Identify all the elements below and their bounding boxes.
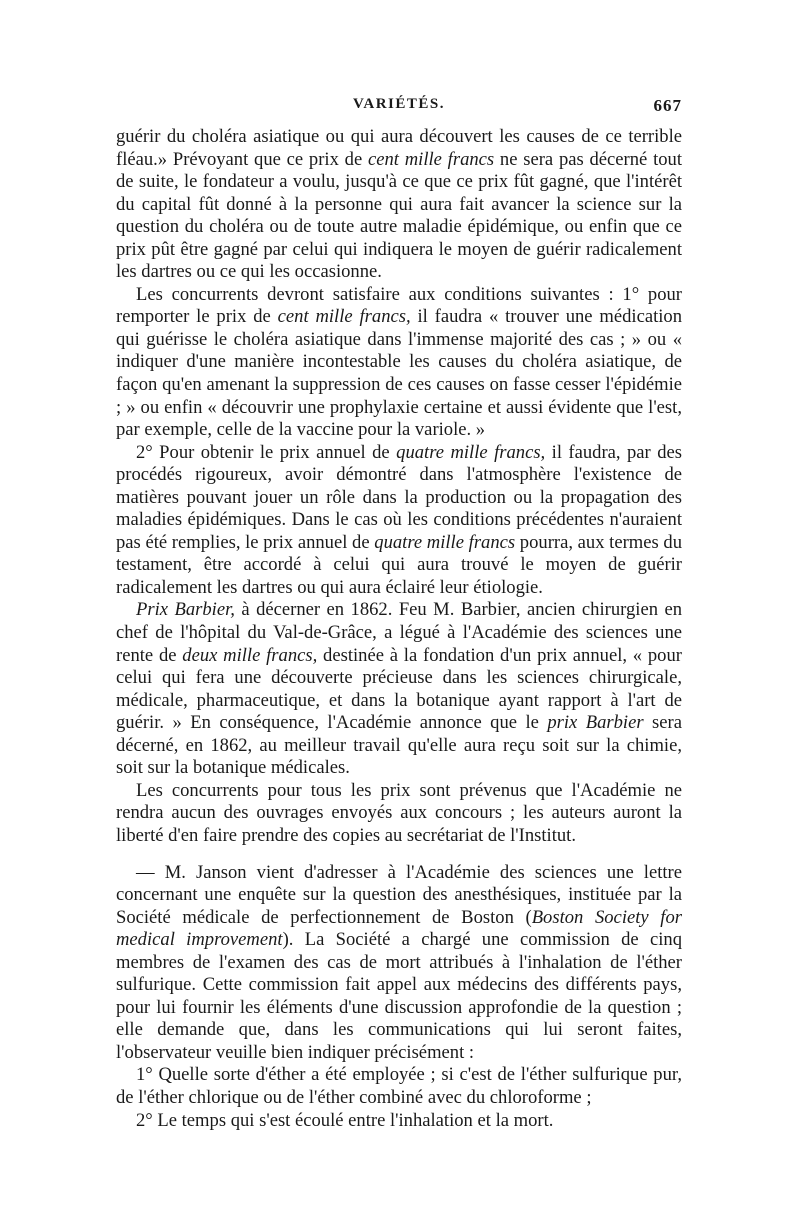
text-run: 2° Pour obtenir le prix annuel de [136, 441, 397, 463]
paragraph [116, 126, 682, 284]
text-run: ). La Société a chargé une commission de cinq membres de l'examen des cas de mort attribués à l'inhalation de l'éther sulfurique. Cette commission fait appel aux médecins des différents pays, pour lui fournir les éléments d'une discussion approfondie de la question ; elle demande que, dans les communications qui lui seront faites, l'observateur veuille bien indiquer précisément : [116, 929, 683, 1063]
text-run: sera décerné, en 1862, au meilleur travail qu'elle aura reçu soit sur la chimie, soit sur la botanique médicales. [116, 712, 682, 779]
page-header [116, 96, 682, 122]
text-run: ne sera pas décerné tout de suite, le fondateur a voulu, jusqu'à ce que ce prix fût gagné, que l'intérêt du capital fût donné à la personne qui aura fait avancer la science sur la question du choléra ou de toute autre maladie épidémique, ou enfin que ce prix pût être gagné par celui qui indiquera le moyen de guérir radicalement les dartres ou ce qui les occasionne. [116, 148, 682, 283]
body-text [116, 126, 682, 1132]
paragraph [116, 1064, 682, 1109]
italic-text-run: prix Barbier [547, 712, 644, 734]
paragraph [116, 862, 682, 1065]
text-run: guérir du choléra asiatique ou qui aura découvert les causes de ce terrible fléau.» Prévoyant que ce prix de [116, 126, 682, 170]
italic-text-run: quatre mille francs [374, 531, 516, 553]
paragraph [116, 1110, 682, 1133]
text-run: 2° Le temps qui s'est écoulé entre l'inhalation et la mort. [136, 1109, 554, 1131]
text-run: 1° Quelle sorte d'éther a été employée ; si c'est de l'éther sulfurique pur, de l'éther chlorique ou de l'éther combiné avec du chloroforme ; [116, 1064, 682, 1108]
italic-text-run: Prix Barbier, [136, 599, 235, 621]
italic-text-run: cent mille francs [367, 148, 495, 170]
paragraph [116, 599, 682, 779]
italic-text-run: quatre mille francs, [396, 441, 546, 463]
paragraph [116, 780, 682, 848]
paragraph [116, 284, 682, 442]
italic-text-run: deux mille francs, [182, 644, 318, 666]
page-number: 667 [653, 96, 682, 115]
italic-text-run: cent mille francs, [277, 306, 411, 328]
running-title: VARIÉTÉS. [352, 96, 445, 112]
text-run: il faudra « trouver une médication qui guérisse le choléra asiatique dans l'immense majorité des cas ; » ou « indiquer d'une manière incontestable les causes du choléra asiatique, de façon qu'en amenant la suppression de ces causes on fasse cesser l'épidémie ; » ou enfin « découvrir une prophylaxie certaine et aussi évidente que l'est, par exemple, celle de la vaccine pour la variole. » [116, 306, 682, 441]
section-separator [116, 848, 682, 862]
text-run: Les concurrents pour tous les prix sont prévenus que l'Académie ne rendra aucun des ouvrages envoyés aux concours ; les auteurs auront la liberté d'en faire prendre des copies au secrétariat de l'Institut. [116, 779, 682, 846]
text-run: il faudra, par des procédés rigoureux, avoir démontré dans l'atmosphère l'existence de matières pouvant jouer un rôle dans la production ou la propagation des maladies épidémiques. Dans le cas où les conditions précédentes n'auraient pas été remplies, le prix annuel de [116, 441, 682, 553]
text-run: pourra, aux termes du testament, être accordé à celui qui aura trouvé le moyen de guérir radicalement les dartres ou qui aura éclairé leur étiologie. [116, 531, 682, 598]
paragraph [116, 442, 682, 600]
text-run: Les concurrents devront satisfaire aux conditions suivantes : 1° pour remporter le prix de [116, 283, 682, 328]
text-run: destinée à la fondation d'un prix annuel, « pour celui qui fera une découverte précieuse dans les sciences chirurgicale, médicale, pharmaceutique, et dans la botanique ayant rapport à l'art de guérir. » En conséquence, l'Académie annonce que le [116, 644, 682, 734]
text-run: à décerner en 1862. Feu M. Barbier, ancien chirurgien en chef de l'hôpital du Val-de-Grâce, a légué à l'Académie des sciences une rente de [116, 599, 682, 666]
text-run: — M. Janson vient d'adresser à l'Académie des sciences une lettre concernant une enquête sur la question des anesthésiques, instituée par la Société médicale de perfectionnement de Boston ( [116, 861, 682, 928]
italic-text-run: Boston Society for medical improvement [116, 906, 682, 951]
book-page [116, 96, 682, 1132]
